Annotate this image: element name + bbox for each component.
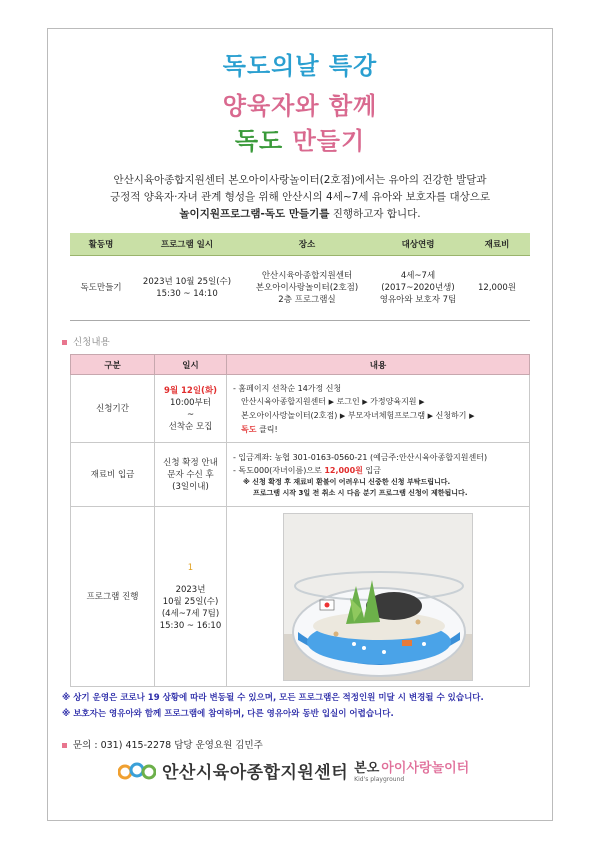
schedule-mark: 1	[187, 562, 194, 573]
table-row	[71, 443, 530, 507]
title-line-3	[0, 121, 600, 156]
summary-header: 대상연령	[372, 233, 464, 255]
apply-start-date: 9월 12일(화)	[163, 385, 218, 396]
apply-tilde: ~	[186, 409, 195, 420]
age-line: 4세~7세	[400, 270, 436, 281]
title-line-1: 독도의날 특강	[222, 52, 378, 80]
summary-header: 프로그램 일시	[132, 233, 242, 255]
program-place	[242, 255, 372, 320]
title-word-make: 만들기	[292, 127, 366, 155]
age-line: 영유아와 보호자 7팀	[379, 294, 457, 305]
apply-order: 선착순 모집	[168, 421, 213, 432]
refund-warning: ※ 신청 확정 후 재료비 환불이 어려우니 신중한 신청 부탁드립니다.	[243, 477, 451, 486]
arrow-right-icon: ▶	[339, 411, 346, 420]
intro-rest: 진행하고자 합니다.	[329, 208, 421, 220]
deposit-instruction	[233, 464, 523, 477]
datetime-time: 15:30 ~ 14:10	[156, 288, 218, 299]
program-datetime	[132, 255, 242, 320]
click-text: 클릭!	[256, 424, 278, 434]
path-step: 로그인	[336, 396, 360, 406]
row-label: 신청기간	[71, 375, 155, 443]
place-line: 안산시육아종합지원센터	[261, 270, 353, 281]
arrow-right-icon: ▶	[427, 411, 434, 420]
dokdo-red: 독도	[241, 424, 257, 434]
apply-start-time: 10:00부터	[170, 397, 211, 408]
intro-bold: 놀이지원프로그램-독도 만들기를	[179, 208, 330, 220]
datetime-date: 2023년 10월 25일(수)	[142, 276, 232, 287]
apply-period	[155, 375, 227, 443]
timing-line: (3일이내)	[172, 481, 209, 492]
contact-info	[62, 737, 263, 751]
path-step: 가정양육지원	[370, 396, 417, 406]
bullet-square-icon	[62, 743, 67, 748]
playground-logo	[354, 757, 469, 783]
payment-content	[227, 443, 530, 507]
target-age	[372, 255, 464, 320]
terrarium-illustration	[284, 514, 473, 681]
apply-header: 구분	[71, 355, 155, 375]
material-fee: 12,000원	[464, 255, 530, 320]
summary-header: 장소	[242, 233, 372, 255]
schedule-line: 10월 25일(수)	[162, 596, 219, 607]
schedule-line: (4세~7세 7팀)	[161, 608, 220, 619]
activity-name: 독도만들기	[70, 255, 132, 320]
center-logo-icon	[118, 759, 156, 781]
bank-account: - 입금계좌: 농협 301-0163-0560-21 (예금주:안산시육아종합지원센터)	[233, 452, 488, 462]
schedule-line: 2023년	[175, 584, 206, 595]
apply-header: 일시	[155, 355, 227, 375]
path-step: 신청하기	[435, 410, 467, 420]
application-table	[70, 354, 530, 687]
footer-logos	[118, 755, 469, 785]
summary-header: 재료비	[464, 233, 530, 255]
content-path	[233, 409, 523, 423]
schedule-line: 15:30 ~ 16:10	[159, 620, 222, 631]
path-step: 본오아이사랑놀이터(2호점)	[241, 410, 338, 420]
place-line: 본오아이사랑놀이터(2호점)	[255, 282, 359, 293]
intro-line: 안산시육아종합지원센터 본오아이사랑놀이터(2호점)에서는 유아의 건강한 발달과	[113, 174, 487, 186]
row-label: 프로그램 진행	[71, 507, 155, 687]
deposit-name: - 독도000(자녀이름)으로	[233, 465, 325, 475]
notice-line: ※ 상기 운영은 코로나 19 상황에 따라 변동될 수 있으며, 모든 프로그램은 적정인원 미달 시 변경될 수 있습니다.	[62, 693, 484, 703]
path-step: 부모자녀체험프로그램	[347, 410, 426, 420]
content-path	[233, 395, 523, 409]
content-line: - 홈페이지 선착순 14가정 신청	[233, 383, 342, 393]
section-title-text: 신청내용	[73, 337, 110, 348]
arrow-right-icon: ▶	[328, 397, 334, 406]
title-word-dokdo: 독도	[234, 127, 284, 155]
intro-line	[70, 206, 530, 223]
intro-paragraph	[70, 172, 530, 223]
apply-content	[227, 375, 530, 443]
row-label: 재료비 입금	[71, 443, 155, 507]
program-photo-cell	[227, 507, 530, 687]
playground-subtitle: Kid's playground	[354, 776, 405, 783]
table-row	[70, 255, 530, 320]
contact-text: 문의 : 031) 415-2278 담당 운영요원 김민주	[73, 740, 263, 751]
apply-header: 내용	[227, 355, 530, 375]
summary-table	[70, 233, 530, 321]
playground-name	[354, 757, 469, 776]
title-line-2: 양육자와 함께	[222, 92, 378, 120]
program-schedule	[155, 507, 227, 687]
content-line	[233, 423, 523, 436]
deposit-amount: 12,000원	[324, 465, 363, 475]
arrow-right-icon: ▶	[419, 397, 425, 406]
summary-header: 활동명	[70, 233, 132, 255]
timing-line: 문자 수신 후	[167, 469, 214, 480]
deposit-suffix: 입금	[362, 465, 381, 475]
arrow-right-icon: ▶	[469, 411, 475, 420]
table-row	[71, 507, 530, 687]
notice-line: ※ 보호자는 영유아와 함께 프로그램에 참여하며, 다른 영유아와 동반 입실이 어렵습니다.	[62, 709, 394, 719]
path-step: 안산시육아종합지원센터	[241, 396, 327, 406]
payment-timing	[155, 443, 227, 507]
section-title	[62, 334, 110, 348]
terrarium-photo	[283, 513, 473, 681]
notice-block	[62, 690, 484, 722]
bullet-square-icon	[62, 340, 67, 345]
playground-title: 아이사랑놀이터	[381, 761, 470, 776]
playground-bon: 본오	[354, 761, 380, 776]
arrow-right-icon: ▶	[362, 397, 368, 406]
intro-line: 긍정적 양육자·자녀 관계 형성을 위해 안산시의 4세~7세 유아와 보호자를 대상으로	[109, 191, 491, 203]
center-name: 안산시육아종합지원센터	[162, 762, 349, 783]
cancel-warning: 프로그램 시작 3일 전 취소 시 다음 분기 프로그램 신청이 제한됩니다.	[253, 488, 468, 497]
age-line: (2017~2020년생)	[381, 282, 455, 293]
timing-line: 신청 확정 안내	[163, 457, 218, 468]
place-line: 2층 프로그램실	[278, 294, 336, 305]
table-row	[71, 375, 530, 443]
